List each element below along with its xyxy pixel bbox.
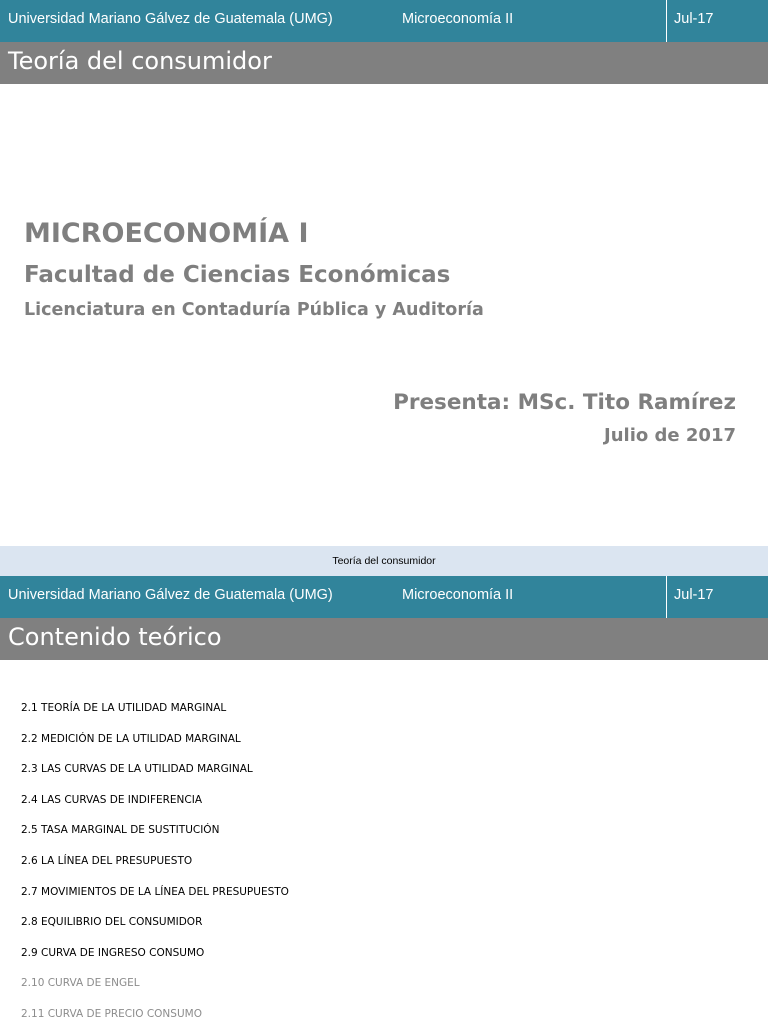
header-divider bbox=[666, 576, 667, 618]
university-name: Universidad Mariano Gálvez de Guatemala (UMG) bbox=[8, 11, 333, 27]
header-divider bbox=[666, 0, 667, 42]
list-item: 2.6 LA LÍNEA DEL PRESUPUESTO bbox=[21, 854, 193, 867]
list-item: 2.11 CURVA DE PRECIO CONSUMO bbox=[21, 1007, 202, 1020]
list-item: 2.10 CURVA DE ENGEL bbox=[21, 977, 140, 990]
course-name: Microeconomía II bbox=[402, 587, 514, 603]
cover-degree: Licenciatura en Contaduría Pública y Auditoría bbox=[24, 300, 484, 320]
list-item: 2.8 EQUILIBRIO DEL CONSUMIDOR bbox=[21, 916, 203, 929]
course-name: Microeconomía II bbox=[402, 11, 514, 27]
slide-title: Contenido teórico bbox=[8, 623, 222, 651]
list-item: 2.2 MEDICIÓN DE LA UTILIDAD MARGINAL bbox=[21, 732, 241, 745]
list-item: 2.7 MOVIMIENTOS DE LA LÍNEA DEL PRESUPUESTO bbox=[21, 885, 289, 898]
list-item: 2.1 TEORÍA DE LA UTILIDAD MARGINAL bbox=[21, 702, 227, 714]
slide-title-bar bbox=[0, 42, 768, 84]
list-item: 2.5 TASA MARGINAL DE SUSTITUCIÓN bbox=[21, 824, 220, 837]
header-bar bbox=[0, 576, 768, 618]
header-date: Jul-17 bbox=[674, 11, 714, 27]
university-name: Universidad Mariano Gálvez de Guatemala (UMG) bbox=[8, 587, 333, 603]
cover-presenter: Presenta: MSc. Tito Ramírez bbox=[393, 390, 736, 415]
cover-faculty: Facultad de Ciencias Económicas bbox=[24, 262, 451, 288]
table-of-contents bbox=[21, 700, 289, 1024]
header-date: Jul-17 bbox=[674, 587, 714, 603]
cover-main-title: MICROECONOMÍA I bbox=[24, 218, 309, 249]
cover-date: Julio de 2017 bbox=[604, 425, 736, 446]
slide-title: Teoría del consumidor bbox=[8, 47, 272, 75]
slide-title-bar bbox=[0, 618, 768, 660]
header-bar bbox=[0, 0, 768, 42]
list-item: 2.4 LAS CURVAS DE INDIFERENCIA bbox=[21, 793, 203, 806]
slide-footer: Teoría del consumidor bbox=[0, 546, 768, 576]
list-item: 2.9 CURVA DE INGRESO CONSUMO bbox=[21, 946, 205, 959]
list-item: 2.3 LAS CURVAS DE LA UTILIDAD MARGINAL bbox=[21, 763, 253, 776]
